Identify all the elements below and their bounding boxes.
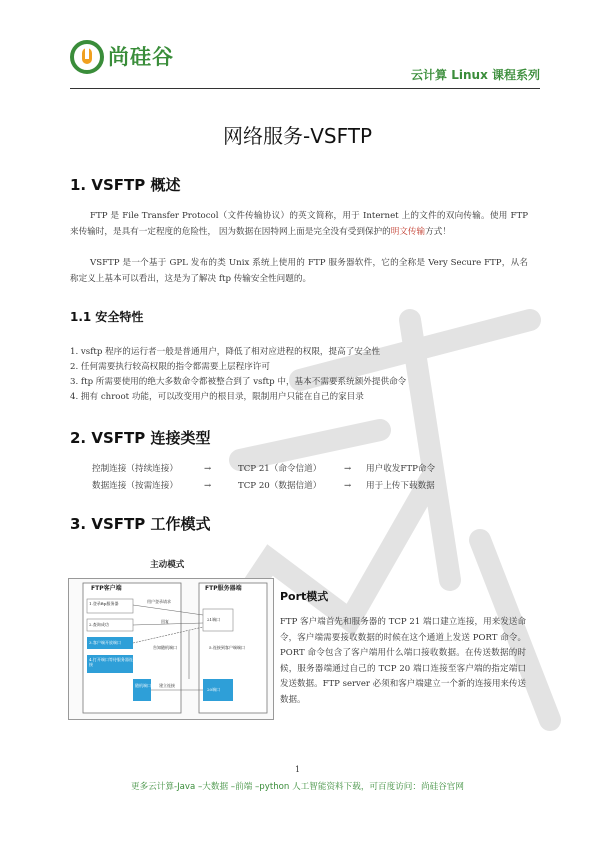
conn-desc: 用于上传下载数据 — [366, 481, 435, 491]
diagram-step: 随机端口 — [135, 683, 151, 688]
list-item: 3. ftp 所需要使用的绝大多数命令都被整合到了 vsftp 中，基本不需要系统额外提供命令 — [70, 377, 407, 387]
page-number: 1 — [294, 765, 301, 774]
overview-paragraph-1 — [70, 209, 528, 240]
arrow-icon: → — [204, 481, 212, 491]
diagram-caption: 主动模式 — [150, 560, 185, 570]
diagram-label: 建立连接 — [159, 683, 175, 688]
connection-row — [92, 462, 532, 477]
diagram-step: 4.打开端口等待服务器连接 — [89, 657, 133, 667]
list-item: 1. vsftp 程序的运行者一般是普通用户，降低了相对应进程的权限，提高了安全性 — [70, 347, 381, 357]
diagram-step: 2.查询成功 — [89, 622, 109, 627]
section-heading-connection: 2. VSFTP 连接类型 — [70, 429, 211, 447]
connection-row — [92, 479, 532, 494]
page-title: 网络服务-VSFTP — [222, 124, 373, 148]
list-item: 2. 任何需要执行较高权限的指令都需要上层程序许可 — [70, 362, 270, 372]
conn-port: TCP 21（命令信道） — [238, 464, 322, 474]
arrow-icon: → — [204, 464, 212, 474]
server-title: FTP服务器端 — [205, 585, 242, 592]
arrow-icon: → — [344, 464, 352, 474]
conn-desc: 用户收发FTP命令 — [366, 464, 436, 474]
overview-text: FTP 是 File Transfer Protocol（文件传输协议）的英文简称，用于 Internet 上的文件的双向传输。使用 FTP 来传输时，是具有一定程度的危险性， 因为数据在因特网上面是完全没有受到保护的 — [70, 211, 528, 237]
diagram-step: 20端口 — [207, 687, 221, 692]
diagram-label: 回复 — [161, 619, 169, 624]
section-heading-security: 1.1 安全特性 — [70, 310, 144, 324]
arrow-icon: → — [344, 481, 352, 491]
diagram-step: 5.连接到客户端端口 — [209, 645, 245, 650]
port-mode-title: Port模式 — [280, 590, 329, 603]
overview-text-end: 方式！ — [425, 226, 451, 237]
header-divider — [70, 88, 540, 89]
diagram-step: 1.登录ftp服务器 — [89, 601, 119, 606]
conn-type: 控制连接（持续连接） — [92, 464, 178, 474]
section-heading-overview: 1. VSFTP 概述 — [70, 176, 181, 194]
active-mode-diagram — [68, 578, 274, 720]
plaintext-highlight: 明文传输 — [390, 226, 426, 237]
logo-icon — [70, 40, 104, 74]
list-item: 4. 拥有 chroot 功能，可以改变用户的根目录，限制用户只能在自己的家目录 — [70, 392, 364, 402]
diagram-step: 21端口 — [207, 617, 221, 622]
client-title: FTP客户端 — [91, 585, 122, 592]
security-list — [70, 345, 406, 405]
section-heading-modes: 3. VSFTP 工作模式 — [70, 515, 211, 533]
conn-port: TCP 20（数据信道） — [238, 481, 322, 491]
port-mode-description: FTP 客户端首先和服务器的 TCP 21 端口建立连接，用来发送命令，客户端需要接收数据的时候在这个通道上发送 PORT 命令。PORT 命令包含了客户端用什么端口接收数据。在传送数据的时候，服务器端通过自己的 TCP 20 端口连接至客户端的指定端口发送数据。FTP server 必须和客户端建立一个新的连接用来传送数据。 — [280, 617, 526, 705]
diagram-step: 3.客户端开放端口 — [89, 640, 121, 645]
overview-paragraph-2: VSFTP 是一个基于 GPL 发布的类 Unix 系统上使用的 FTP 服务器软件，它的全称是 Very Secure FTP，从名称定义上基本可以看出，这是为了解决 ftp 传输安全性问题的。 — [70, 258, 528, 284]
logo-text: 尚硅谷 — [108, 45, 174, 69]
footer-promo: 更多云计算-Java –大数据 –前端 –python 人工智能资料下载，可百度访问：尚硅谷官网 — [131, 782, 464, 792]
diagram-label: 告知随机端口 — [153, 645, 177, 650]
conn-type: 数据连接（按需连接） — [92, 481, 178, 491]
diagram-label: 用户登录请求 — [147, 599, 171, 604]
series-label: 云计算 Linux 课程系列 — [411, 68, 540, 82]
